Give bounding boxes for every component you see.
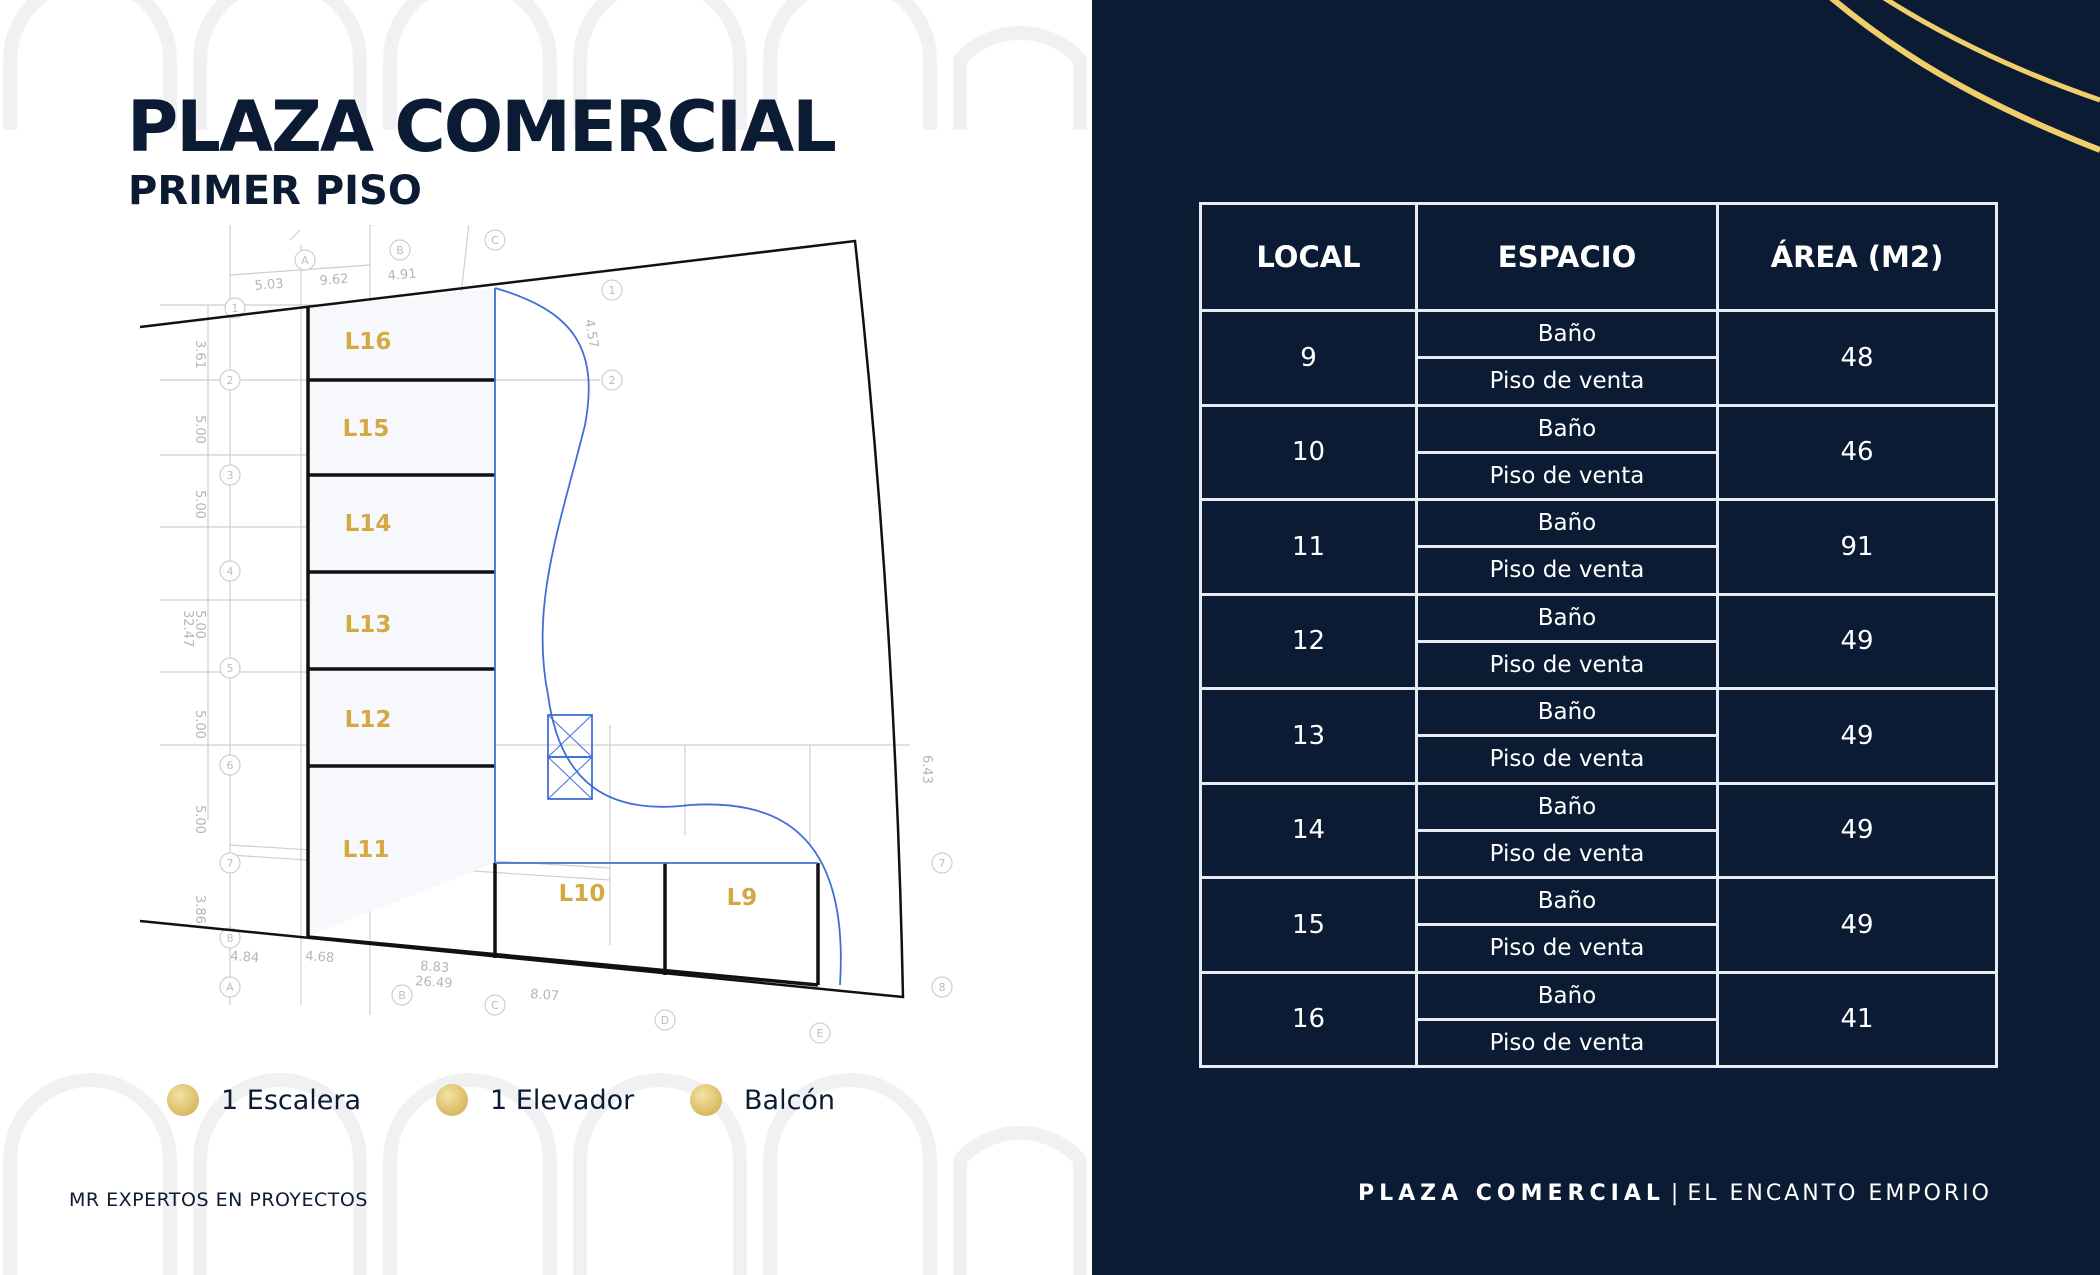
table-row [1201,972,1997,1019]
area-cell: 49 [1718,689,1997,784]
svg-text:8.07: 8.07 [529,987,560,1005]
svg-text:C: C [491,999,499,1012]
svg-text:5.00: 5.00 [192,490,207,519]
svg-text:5.00: 5.00 [192,610,207,639]
svg-text:7: 7 [938,857,946,870]
svg-text:5.00: 5.00 [192,805,207,834]
svg-text:3.61: 3.61 [192,340,207,369]
local-cell: 14 [1201,783,1417,878]
space-cell: Piso de venta [1417,452,1718,499]
svg-text:6.43: 6.43 [919,755,934,784]
svg-text:2: 2 [608,374,616,387]
svg-text:B: B [398,989,406,1002]
unit-label-l15: L15 [342,416,390,442]
space-cell: Piso de venta [1417,641,1718,688]
svg-text:9.62: 9.62 [319,271,350,289]
unit-label-l11: L11 [342,837,390,863]
table-row [1201,594,1997,641]
brand-name: PLAZA COMERCIAL [1357,1181,1665,1206]
space-cell: Baño [1417,500,1718,547]
local-cell: 10 [1201,405,1417,500]
blue-outlines [495,288,841,985]
unit-label-l16: L16 [344,329,392,355]
legend-item-elevador [436,1078,634,1122]
table-row [1201,783,1997,830]
svg-text:8: 8 [938,981,946,994]
svg-text:6: 6 [226,759,234,772]
svg-text:A: A [301,254,309,267]
brand-separator: | [1670,1181,1682,1206]
table-row [1201,878,1997,925]
svg-text:3.86: 3.86 [192,895,207,924]
area-cell: 49 [1718,783,1997,878]
area-cell: 49 [1718,878,1997,973]
space-cell: Piso de venta [1417,925,1718,972]
unit-label-l12: L12 [344,707,392,733]
space-cell: Baño [1417,972,1718,1019]
column-header-area: ÁREA (M2) [1718,204,1997,311]
space-cell: Piso de venta [1417,547,1718,594]
gold-dot-icon [167,1084,199,1116]
company-footer: MR EXPERTOS EN PROYECTOS [69,1189,368,1211]
area-cell: 41 [1718,972,1997,1067]
site-boundary [140,241,903,997]
legend-label: Balcón [744,1084,836,1116]
area-cell: 91 [1718,500,1997,595]
svg-text:A: A [226,981,234,994]
floor-plan [130,225,970,1045]
local-cell: 13 [1201,689,1417,784]
svg-text:7: 7 [226,857,234,870]
legend-item-balcon [690,1078,835,1122]
table-row [1201,311,1997,358]
svg-text:5.00: 5.00 [192,415,207,444]
legend-label: 1 Escalera [221,1084,362,1116]
svg-text:4.68: 4.68 [304,949,335,967]
space-cell: Baño [1417,405,1718,452]
table-row [1201,689,1997,736]
unit-label-l14: L14 [344,511,392,537]
space-cell: Piso de venta [1417,736,1718,783]
space-cell: Piso de venta [1417,1019,1718,1066]
legend-label: 1 Elevador [490,1084,635,1116]
legend-item-escalera [167,1078,361,1122]
unit-label-l10: L10 [558,881,606,907]
page-subtitle: PRIMER PISO [128,168,422,214]
space-cell: Baño [1417,783,1718,830]
shops-area [308,288,495,936]
svg-text:5.00: 5.00 [192,710,207,739]
space-cell: Piso de venta [1417,830,1718,877]
svg-text:32.47: 32.47 [180,610,195,648]
table-row [1201,500,1997,547]
svg-text:4: 4 [226,565,234,578]
areas-table [1199,202,1998,1068]
table-header-row [1201,204,1997,311]
space-cell: Piso de venta [1417,358,1718,405]
gold-dot-icon [690,1084,722,1116]
local-cell: 15 [1201,878,1417,973]
space-cell: Baño [1417,594,1718,641]
right-panel [1092,0,2100,1275]
svg-text:C: C [491,234,499,247]
svg-text:B: B [396,244,404,257]
svg-text:26.49: 26.49 [414,974,453,992]
column-header-espacio: ESPACIO [1417,204,1718,311]
area-cell: 46 [1718,405,1997,500]
svg-text:4.57: 4.57 [581,318,601,350]
local-cell: 12 [1201,594,1417,689]
unit-label-l9: L9 [726,885,758,911]
local-cell: 16 [1201,972,1417,1067]
space-cell: Baño [1417,689,1718,736]
svg-text:5: 5 [226,662,234,675]
gold-dot-icon [436,1084,468,1116]
svg-text:3: 3 [226,469,234,482]
svg-text:5.03: 5.03 [254,276,285,294]
svg-text:D: D [660,1014,670,1027]
svg-text:2: 2 [226,374,234,387]
space-cell: Baño [1417,878,1718,925]
page-title: PLAZA COMERCIAL [127,86,835,168]
column-header-local: LOCAL [1201,204,1417,311]
unit-label-l13: L13 [344,612,392,638]
svg-text:1: 1 [231,302,239,315]
area-cell: 48 [1718,311,1997,406]
local-cell: 11 [1201,500,1417,595]
svg-text:1: 1 [608,284,616,297]
dimension-labels [180,267,934,1004]
svg-text:E: E [816,1027,824,1040]
brand-footer [1358,1181,1992,1206]
area-cell: 49 [1718,594,1997,689]
table-row [1201,405,1997,452]
svg-text:4.91: 4.91 [387,266,418,284]
svg-text:8: 8 [226,932,234,945]
svg-text:8.83: 8.83 [419,959,450,977]
svg-text:4.84: 4.84 [229,949,260,967]
project-name: EL ENCANTO EMPORIO [1687,1181,1992,1206]
space-cell: Baño [1417,311,1718,358]
dimension-lines [160,225,910,1015]
local-cell: 9 [1201,311,1417,406]
